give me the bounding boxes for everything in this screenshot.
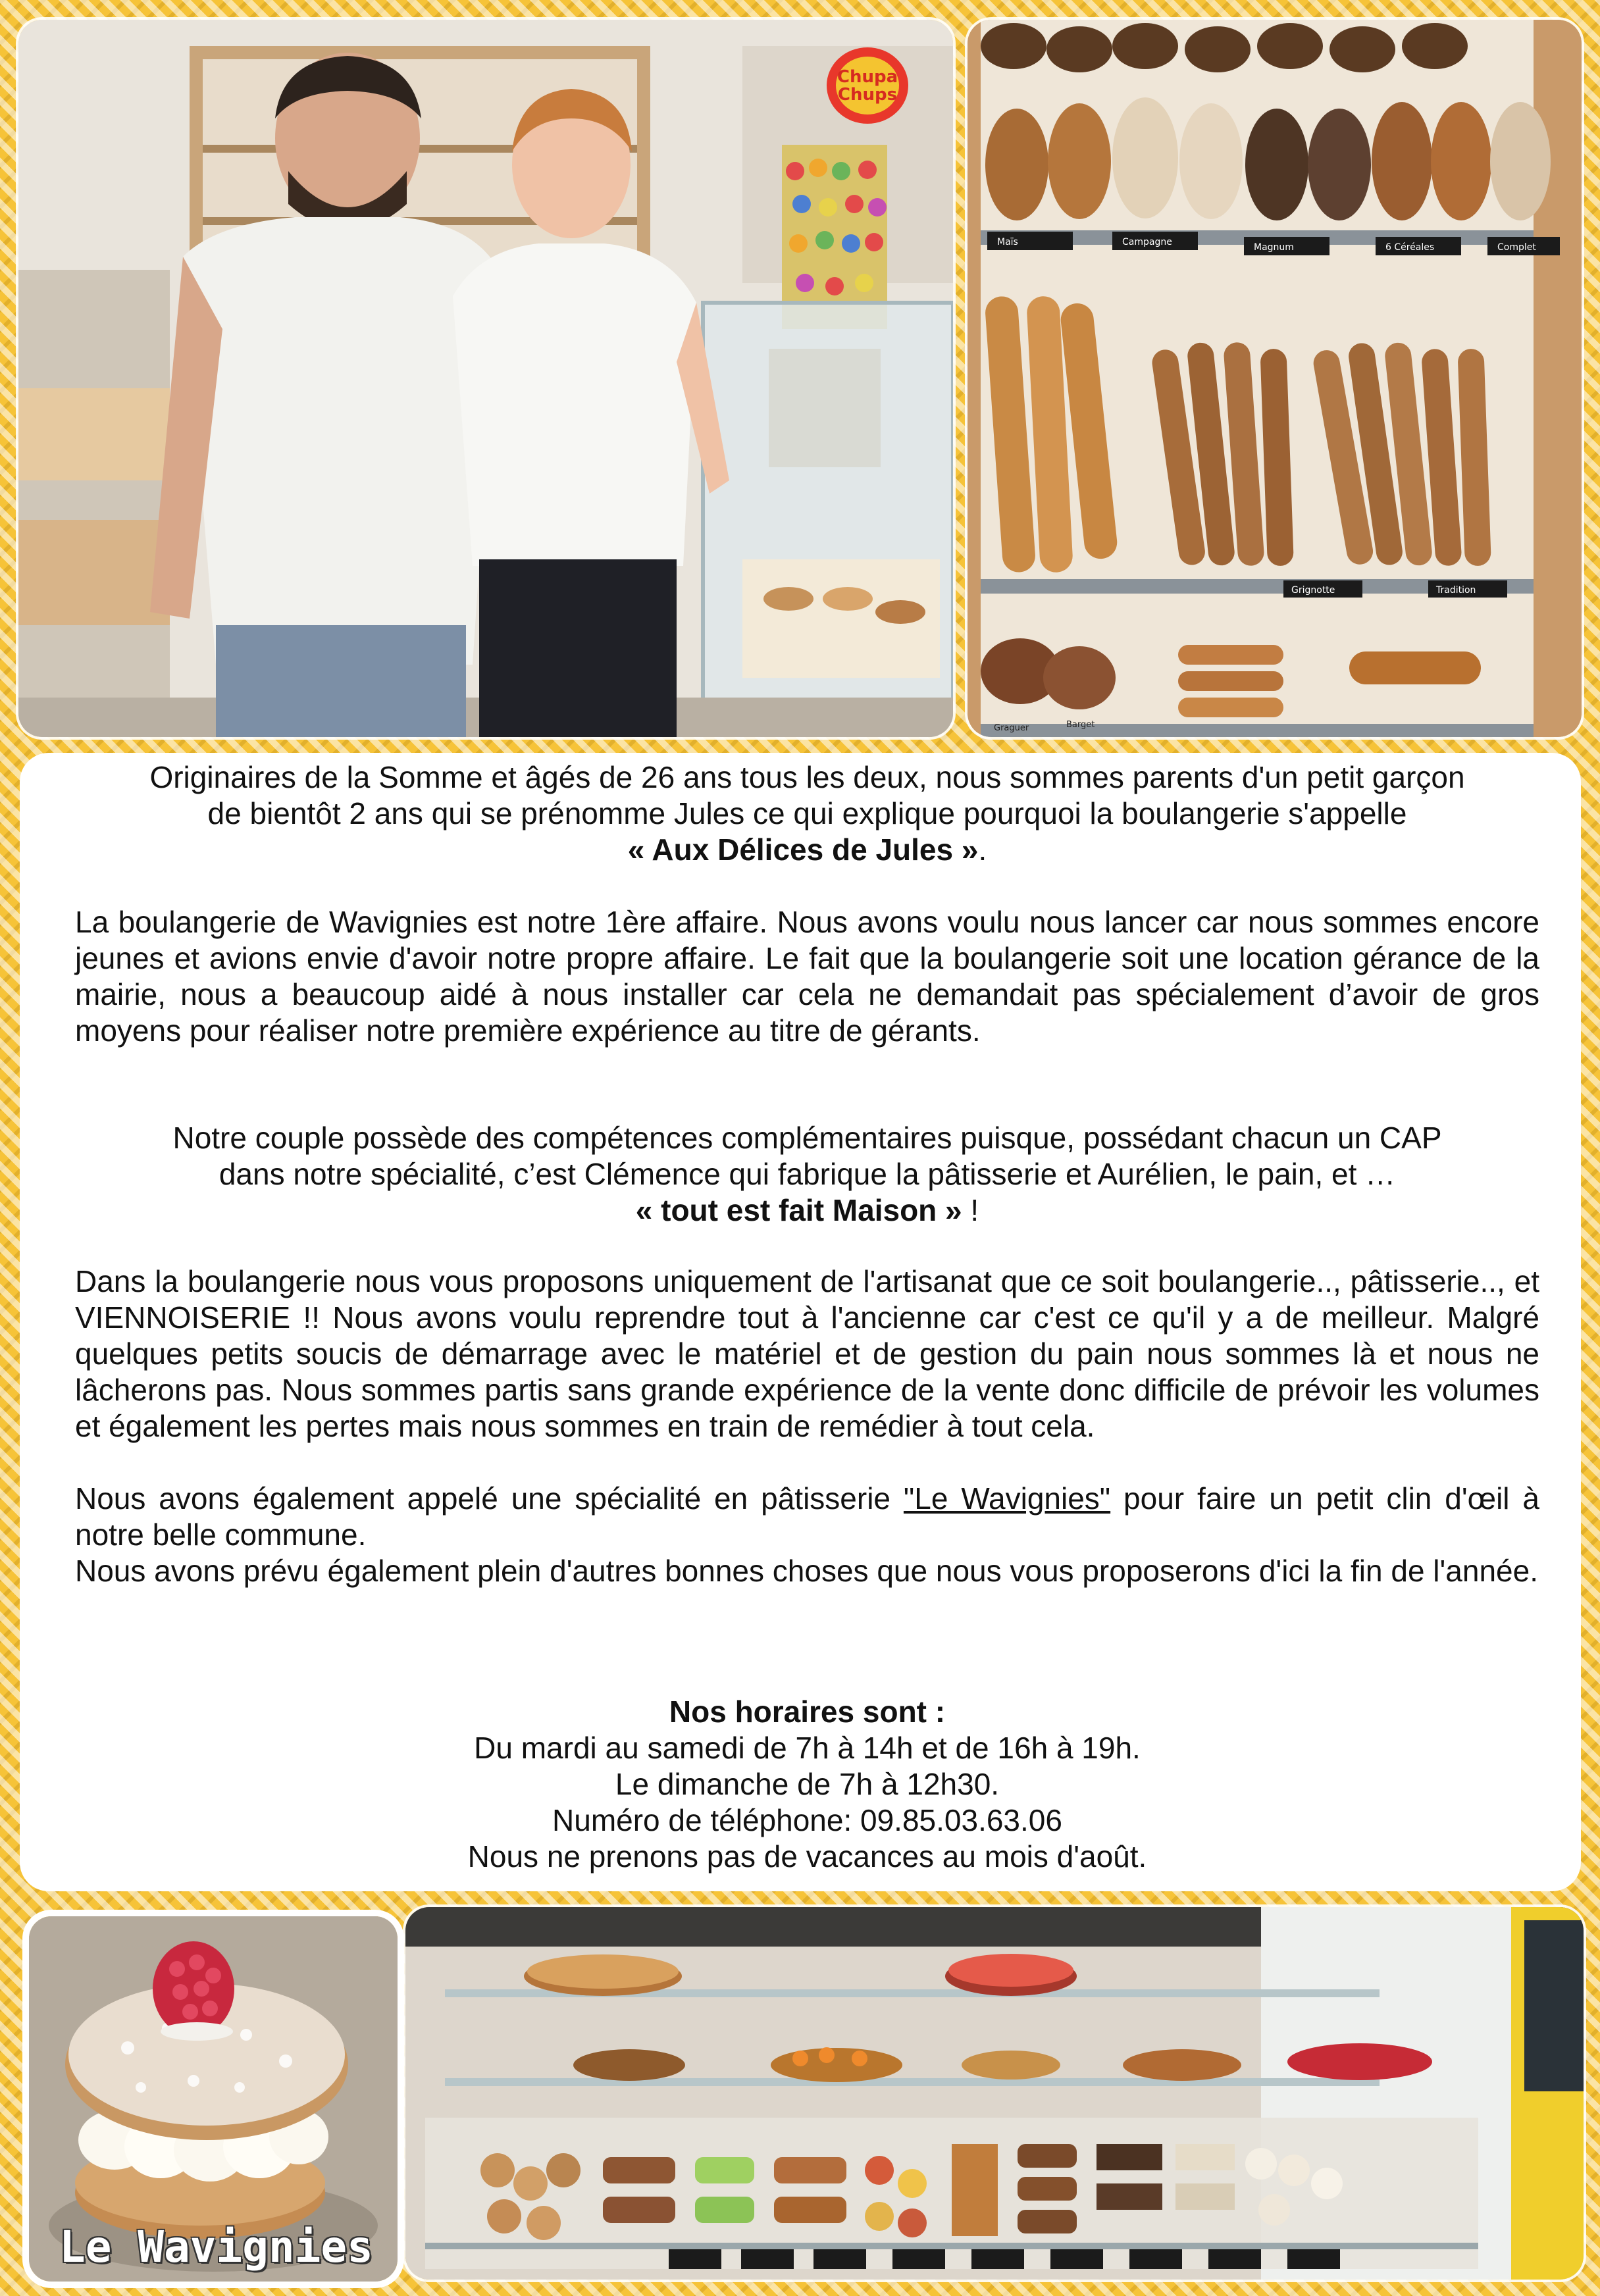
label-grignotte: Grignotte (1291, 585, 1335, 596)
label-mais: Maïs (997, 237, 1018, 247)
intro-line-2: de bientôt 2 ans qui se prénomme Jules ce qui explique pourquoi la boulangerie s'appelle (207, 796, 1407, 830)
label-graguer: Graguer (994, 723, 1029, 733)
pastry-showcase-photo (405, 1907, 1584, 2280)
intro-line-1: Originaires de la Somme et âgés de 26 ans tous les deux, nous sommes parents d'un petit garçon (149, 760, 1465, 794)
svg-text:Chups: Chups (837, 85, 898, 105)
first-business-paragraph: La boulangerie de Wavignies est notre 1ère affaire. Nous avons voulu nous lancer car nous sommes encore jeunes et avions envie d'avoir notre propre affaire. Le fait que la boulangerie soit une location gérance de la mairie, nous a beaucoup aidé à nous installer car cela ne demandait pas spécialement d’avoir de gros moyens pour réaliser notre première expérience au titre de gérants. (75, 905, 1539, 1048)
bread-shelves-photo (968, 20, 1582, 737)
phone-number: Numéro de téléphone: 09.85.03.63.06 (552, 1803, 1062, 1837)
intro-paragraph (75, 759, 1539, 868)
hours-sunday: Le dimanche de 7h à 12h30. (615, 1767, 1000, 1801)
svg-text:Chupa: Chupa (837, 67, 898, 87)
skills-end: ! (962, 1193, 979, 1227)
plans-paragraph: Nous avons prévu également plein d'autres bonnes choses que nous vous proposerons d'ici la fin de l'année. (75, 1554, 1539, 1588)
opening-hours (75, 1694, 1539, 1875)
label-tradition: Tradition (1436, 585, 1476, 596)
hours-weekdays: Du mardi au samedi de 7h à 14h et de 16h à 19h. (474, 1731, 1141, 1765)
skills-paragraph (75, 1120, 1539, 1229)
label-barget: Barget (1066, 720, 1095, 730)
shop-name: « Aux Délices de Jules » (627, 832, 979, 867)
vacation-note: Nous ne prenons pas de vacances au mois d'août. (467, 1839, 1147, 1874)
specialty-paragraph (75, 1481, 1539, 1553)
cake-caption: Le Wavignies (59, 2222, 373, 2272)
homemade-motto: « tout est fait Maison » (635, 1193, 962, 1227)
specialty-start: Nous avons également appelé une spécialité en pâtisserie (75, 1481, 904, 1516)
label-campagne: Campagne (1122, 237, 1172, 247)
label-complet: Complet (1497, 242, 1536, 253)
bread-shelves-illustration (968, 20, 1582, 737)
hours-title: Nos horaires sont : (669, 1695, 946, 1729)
label-cereales: 6 Céréales (1385, 242, 1435, 253)
specialty-name: "Le Wavignies" (903, 1481, 1111, 1516)
pastry-showcase-illustration (405, 1907, 1584, 2280)
couple-photo-illustration (18, 20, 953, 737)
label-magnum: Magnum (1254, 242, 1294, 253)
article-panel (20, 753, 1581, 1891)
cake-photo (22, 1910, 404, 2288)
specialty-end: pour faire un petit clin d'œil à notre belle commune. (75, 1481, 1539, 1552)
couple-photo (18, 20, 953, 737)
skills-line-2: dans notre spécialité, c’est Clémence qui fabrique la pâtisserie et Aurélien, le pain, et … (219, 1157, 1396, 1191)
intro-end: . (978, 832, 987, 867)
skills-line-1: Notre couple possède des compétences complémentaires puisque, possédant chacun un CAP (172, 1121, 1442, 1155)
artisanal-paragraph: Dans la boulangerie nous vous proposons uniquement de l'artisanat que ce soit boulangerie.., pâtisserie.., et VIENNOISERIE !! Nous avons voulu reprendre tout à l'ancienne car c'est ce qu'il y a de meilleur. Malgré quelques petits soucis de démarrage avec le matériel et de gestion du pain nous sommes là et nous ne lâcherons pas. Nous sommes partis sans grande expérience de la vente donc difficile de prévoir les volumes et également les pertes mais nous sommes en train de remédier à tout cela. (75, 1264, 1539, 1443)
